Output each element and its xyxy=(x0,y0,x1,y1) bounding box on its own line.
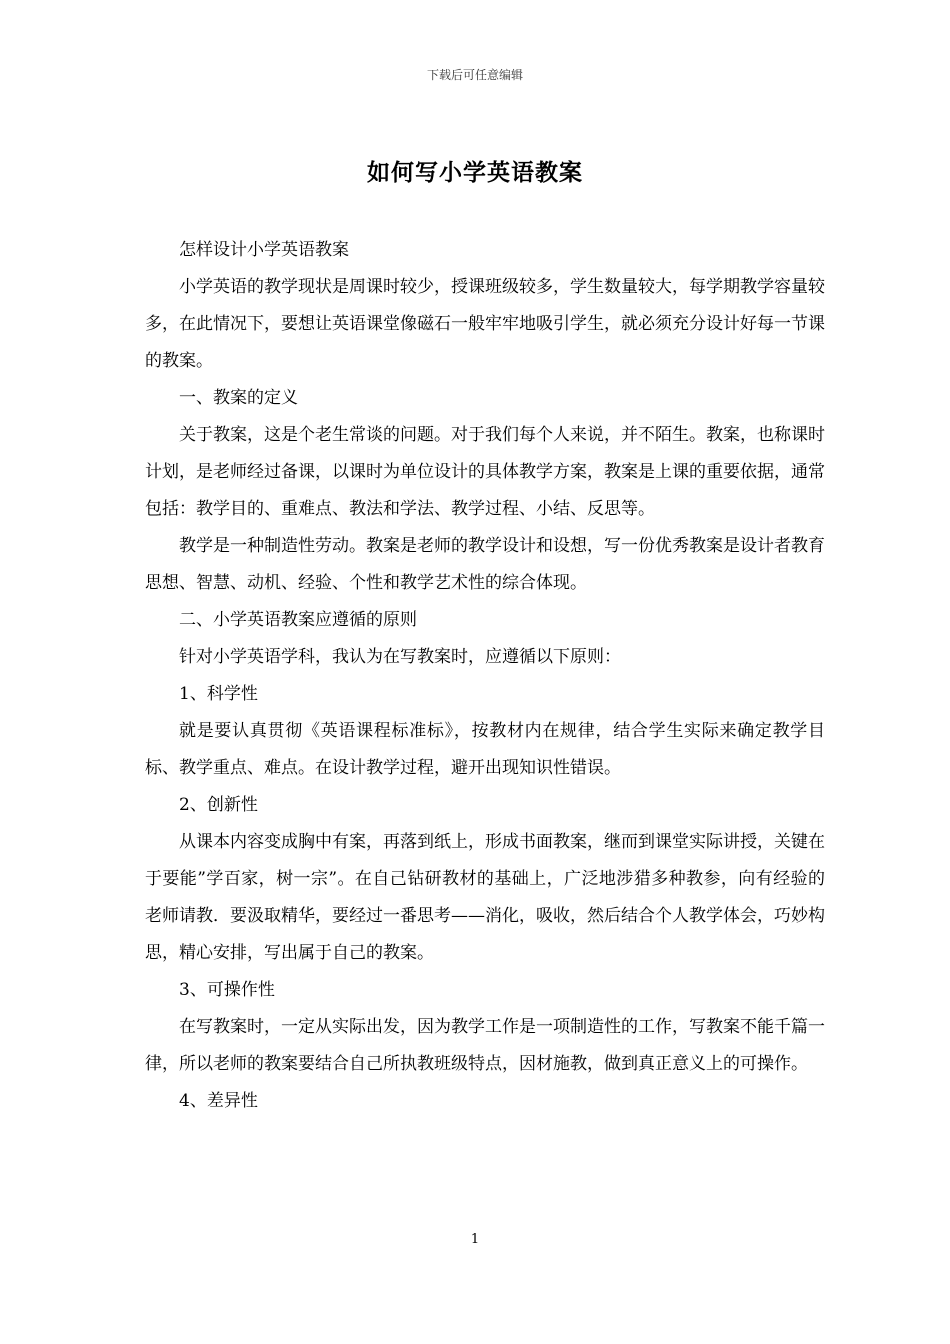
principle-heading-operable: 3、可操作性 xyxy=(179,980,275,1000)
paragraph-innovative: 从课本内容变成胸中有案，再落到纸上，形成书面教案，继而到课堂实际讲授，关键在于要能”学百家，树一宗”。在自己钻研教材的基础上，广泛地涉猎多种教参，向有经验的老师请教．要汲取精华，要经过一番思考——消化，吸收，然后结合个人教学体会，巧妙构思，精心安排，写出属于自己的教案。 xyxy=(145,832,825,963)
document-title: 如何写小学英语教案 xyxy=(367,159,583,186)
paragraph-scientific: 就是要认真贯彻《英语课程标准标》，按教材内在规律，结合学生实际来确定教学目标、教学重点、难点。在设计教学过程，避开出现知识性错误。 xyxy=(145,721,825,778)
paragraph-operable: 在写教案时，一定从实际出发，因为教学工作是一项制造性的工作，写教案不能千篇一律，所以老师的教案要结合自己所执教班级特点，因材施教，做到真正意义上的可操作。 xyxy=(145,1017,825,1074)
paragraph-definition: 关于教案，这是个老生常谈的问题。对于我们每个人来说，并不陌生。教案，也称课时计划，是老师经过备课，以课时为单位设计的具体教学方案，教案是上课的重要依据，通常包括：教学目的、重难点、教法和学法、教学过程、小结、反思等。 xyxy=(145,425,825,519)
principle-heading-difference: 4、差异性 xyxy=(179,1091,258,1111)
principle-heading-scientific: 1、科学性 xyxy=(179,684,258,704)
document-body xyxy=(145,232,825,1120)
paragraph-principles-intro: 针对小学英语学科，我认为在写教案时，应遵循以下原则： xyxy=(179,647,621,667)
section-heading-definition: 一、教案的定义 xyxy=(179,388,298,408)
paragraph-creative-labor: 教学是一种制造性劳动。教案是老师的教学设计和设想，写一份优秀教案是设计者教育思想、智慧、动机、经验、个性和教学艺术性的综合体现。 xyxy=(145,536,825,593)
principle-heading-innovative: 2、创新性 xyxy=(179,795,258,815)
page-number: 1 xyxy=(470,1232,480,1247)
paragraph-intro: 小学英语的教学现状是周课时较少，授课班级较多，学生数量较大，每学期教学容量较多，在此情况下，要想让英语课堂像磁石一般牢牢地吸引学生，就必须充分设计好每一节课的教案。 xyxy=(145,277,825,371)
section-heading-principles: 二、小学英语教案应遵循的原则 xyxy=(179,610,417,630)
paragraph-subtitle: 怎样设计小学英语教案 xyxy=(179,240,349,260)
header-note: 下载后可任意编辑 xyxy=(426,68,523,82)
